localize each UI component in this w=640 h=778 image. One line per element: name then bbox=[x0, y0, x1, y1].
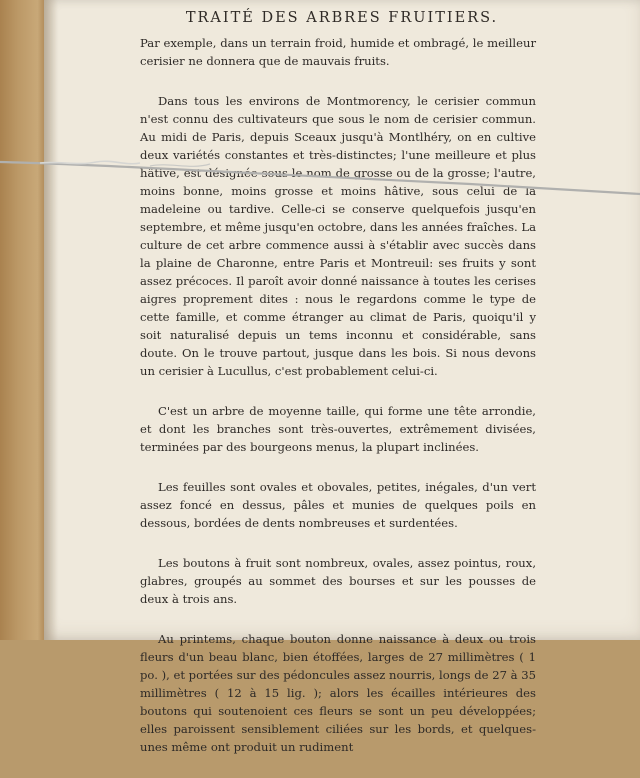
paragraph-5: Les boutons à fruit sont nombreux, ovales, assez pointus, roux, glabres, groupés au sommet des bourses et sur les pousses de deux à trois ans. bbox=[140, 556, 536, 606]
paragraph-4: Les feuilles sont ovales et obovales, petites, inégales, d'un vert assez foncé en dessus, pâles et munies de quelques poils en dessous, bordées de dents nombreuses et surdentées. bbox=[140, 480, 536, 530]
book-page bbox=[44, 0, 640, 754]
paragraph-2: Dans tous les environs de Montmorency, le cerisier commun n'est connu des cultivateurs que sous le nom de cerisier commun. Au midi de Paris, depuis Sceaux jusqu'à Montlhéry, on en cultive deux variétés constantes et très-distinctes; l'une meilleure et plus hâtive, est désignée sous le nom de grosse ou de la grosse; l'autre, moins bonne, moins grosse et moins hâtive, sous celui de la madeleine ou tardive. Celle-ci se conserve quelquefois jusqu'en septembre, et même jusqu'en octobre, dans les années fraîches. La culture de cet arbre commence aussi à s'établir avec succès dans la plaine de Charonne, entre Paris et Montreuil: ses fruits y sont assez précoces. Il paroît avoir donné naissance à toutes les cerises aigres proprement dites : nous le regardons comme le type de cette famille, et comme étranger au climat de Paris, quoiqu'il y soit naturalisé depuis un tems inconnu et considérable, sans doute. On le trouve partout, jusque dans les bois. Si nous devons un cerisier à Lucullus, c'est probablement celui-ci. bbox=[140, 94, 536, 378]
page-body-text bbox=[140, 34, 536, 778]
paragraph-1: Par exemple, dans un terrain froid, humide et ombragé, le meilleur cerisier ne donnera que de mauvais fruits. bbox=[140, 36, 536, 68]
paragraph-3: C'est un arbre de moyenne taille, qui forme une tête arrondie, et dont les branches sont très-ouvertes, extrêmement divisées, terminées par des bourgeons menus, la plupart inclinées. bbox=[140, 404, 536, 454]
wooden-backing-board bbox=[0, 0, 44, 640]
paragraph-6: Au printems, chaque bouton donne naissance à deux ou trois fleurs d'un beau blanc, bien étoffées, larges de 27 millimètres ( 1 po. ), et portées sur des pédoncules assez nourris, longs de 27 à 35 millimètres ( 12 à 15 lig. ); alors les écailles intérieures des boutons qui soutenoient ces fleurs se sont un peu développées; elles paroissent sensiblement ciliées sur les bords, et quelques-unes même ont produit un rudiment bbox=[140, 632, 536, 754]
page-title: TRAITÉ DES ARBRES FRUITIERS. bbox=[185, 10, 499, 26]
